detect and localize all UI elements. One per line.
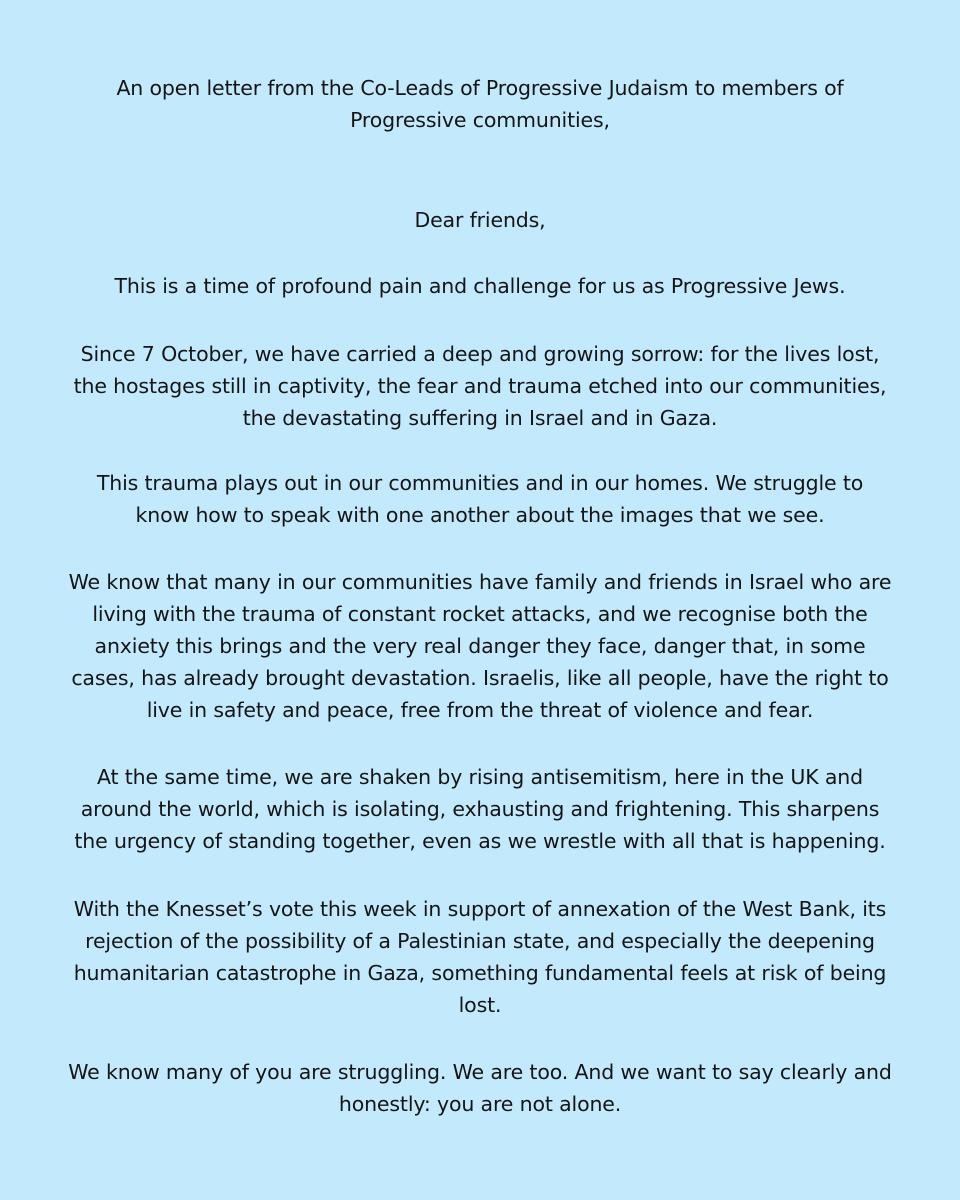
paragraph-line: With the Knesset’s vote this week in support of annexation of the West Bank, its — [73, 897, 887, 921]
paragraph-line: around the world, which is isolating, exhausting and frightening. This sharpens — [80, 797, 880, 821]
paragraph-line: At the same time, we are shaken by rising antisemitism, here in the UK and — [97, 765, 863, 789]
paragraph-line: cases, has already brought devastation. Israelis, like all people, have the right to — [71, 666, 889, 690]
letter-heading-line: Progressive communities, — [350, 108, 610, 132]
paragraph-line: rejection of the possibility of a Palestinian state, and especially the deepening — [85, 929, 875, 953]
paragraph-line: This trauma plays out in our communities and in our homes. We struggle to — [96, 471, 864, 495]
paragraph-line: know how to speak with one another about the images that we see. — [135, 503, 825, 527]
paragraph-line: lost. — [458, 993, 502, 1017]
paragraph-line: Since 7 October, we have carried a deep and growing sorrow: for the lives lost, — [80, 342, 880, 366]
paragraph-line: live in safety and peace, free from the threat of violence and fear. — [146, 698, 814, 722]
paragraph-line: We know that many in our communities have family and friends in Israel who are — [68, 570, 892, 594]
paragraph-line: the hostages still in captivity, the fear and trauma etched into our communities, — [73, 374, 887, 398]
salutation: Dear friends, — [414, 208, 546, 232]
letter-heading-line: An open letter from the Co-Leads of Progressive Judaism to members of — [116, 76, 844, 100]
paragraph-line: living with the trauma of constant rocket attacks, and we recognise both the — [92, 602, 868, 626]
paragraph-line: anxiety this brings and the very real danger they face, danger that, in some — [94, 634, 866, 658]
paragraph-line: We know many of you are struggling. We are too. And we want to say clearly and — [68, 1060, 892, 1084]
paragraph-line: humanitarian catastrophe in Gaza, something fundamental feels at risk of being — [73, 961, 887, 985]
paragraph-line: This is a time of profound pain and challenge for us as Progressive Jews. — [114, 274, 846, 298]
paragraph-line: the devastating suffering in Israel and in Gaza. — [242, 406, 718, 430]
paragraph-line: the urgency of standing together, even as we wrestle with all that is happening. — [74, 829, 886, 853]
paragraph-line: honestly: you are not alone. — [338, 1092, 622, 1116]
